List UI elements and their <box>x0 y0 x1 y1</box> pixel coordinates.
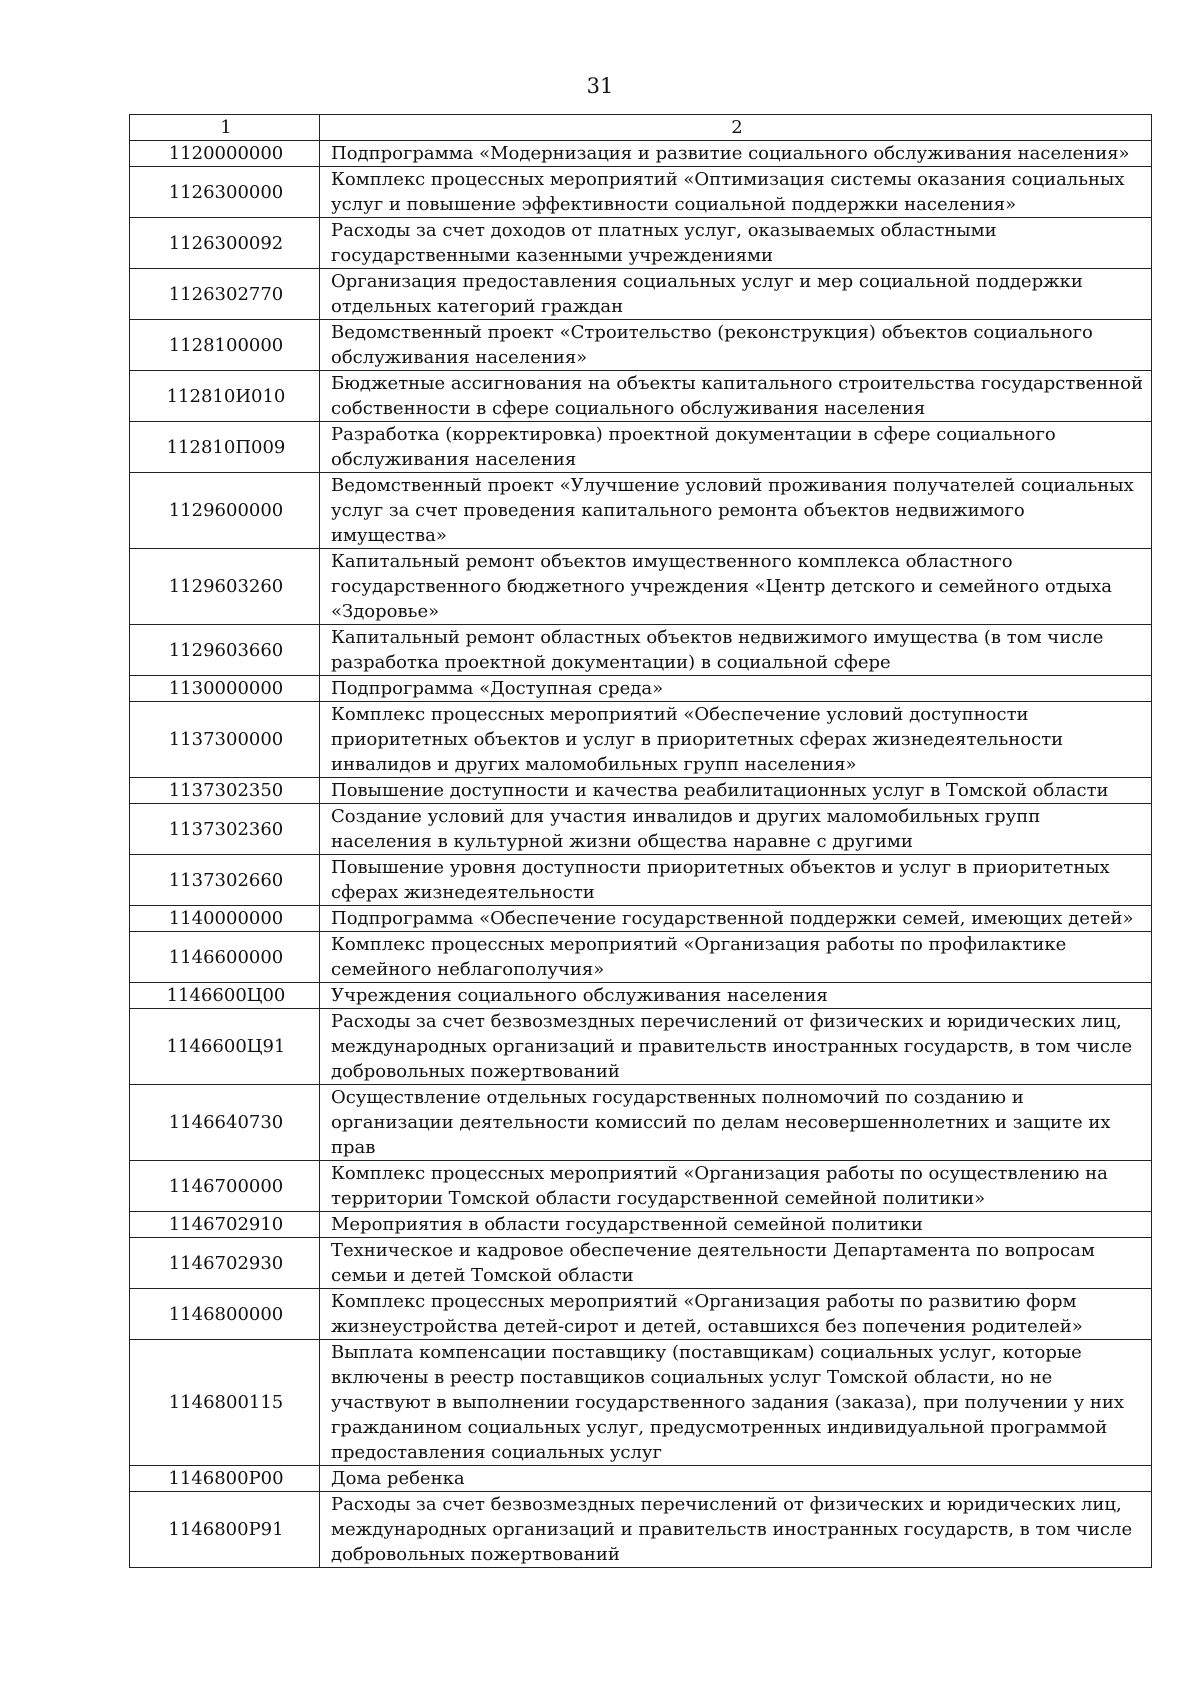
table-row <box>130 625 1152 676</box>
row-description: Комплекс процессных мероприятий «Организация работы по осуществлению на территории Томской области государственной семейной политики» <box>320 1161 1152 1212</box>
row-description: Разработка (корректировка) проектной документации в сфере социального обслуживания населения <box>320 422 1152 473</box>
row-code: 1126300000 <box>130 167 320 218</box>
row-code: 1146700000 <box>130 1161 320 1212</box>
row-description: Дома ребенка <box>320 1466 1152 1492</box>
row-code: 1146800000 <box>130 1289 320 1340</box>
table-row <box>130 1085 1152 1161</box>
row-description: Техническое и кадровое обеспечение деятельности Департамента по вопросам семьи и детей Томской области <box>320 1238 1152 1289</box>
table-row <box>130 371 1152 422</box>
row-description: Капитальный ремонт объектов имущественного комплекса областного государственного бюджетного учреждения «Центр детского и семейного отдыха «Здоровье» <box>320 549 1152 625</box>
table-row <box>130 906 1152 932</box>
row-description: Повышение уровня доступности приоритетных объектов и услуг в приоритетных сферах жизнедеятельности <box>320 855 1152 906</box>
table-row <box>130 1466 1152 1492</box>
row-code: 1146800115 <box>130 1340 320 1466</box>
table-row <box>130 167 1152 218</box>
row-description: Комплекс процессных мероприятий «Оптимизация системы оказания социальных услуг и повышение эффективности социальной поддержки населения» <box>320 167 1152 218</box>
row-code: 1137302350 <box>130 778 320 804</box>
table-row <box>130 676 1152 702</box>
row-description: Расходы за счет безвозмездных перечислений от физических и юридических лиц, международных организаций и правительств иностранных государств, в том числе добровольных пожертвований <box>320 1492 1152 1568</box>
row-description: Комплекс процессных мероприятий «Организация работы по профилактике семейного неблагополучия» <box>320 932 1152 983</box>
table-row <box>130 1212 1152 1238</box>
table-body <box>130 141 1152 1568</box>
row-description: Подпрограмма «Модернизация и развитие социального обслуживания населения» <box>320 141 1152 167</box>
row-code: 1130000000 <box>130 676 320 702</box>
row-code: 1146702930 <box>130 1238 320 1289</box>
row-description: Осуществление отдельных государственных полномочий по созданию и организации деятельности комиссий по делам несовершеннолетних и защите их прав <box>320 1085 1152 1161</box>
row-code: 1137302660 <box>130 855 320 906</box>
row-description: Расходы за счет безвозмездных перечислений от физических и юридических лиц, международных организаций и правительств иностранных государств, в том числе добровольных пожертвований <box>320 1009 1152 1085</box>
row-code: 1129603260 <box>130 549 320 625</box>
table-row <box>130 1009 1152 1085</box>
row-code: 1137300000 <box>130 702 320 778</box>
table-row <box>130 422 1152 473</box>
row-description: Подпрограмма «Доступная среда» <box>320 676 1152 702</box>
table-row <box>130 141 1152 167</box>
row-code: 1146600Ц00 <box>130 983 320 1009</box>
table-row <box>130 320 1152 371</box>
row-description: Мероприятия в области государственной семейной политики <box>320 1212 1152 1238</box>
table-header-row <box>130 115 1152 141</box>
row-code: 1146640730 <box>130 1085 320 1161</box>
row-description: Ведомственный проект «Улучшение условий проживания получателей социальных услуг за счет проведения капитального ремонта объектов недвижимого имущества» <box>320 473 1152 549</box>
row-description: Создание условий для участия инвалидов и других маломобильных групп населения в культурной жизни общества наравне с другими <box>320 804 1152 855</box>
row-code: 1126300092 <box>130 218 320 269</box>
row-description: Учреждения социального обслуживания населения <box>320 983 1152 1009</box>
table-row <box>130 804 1152 855</box>
column-header-2: 2 <box>320 115 1152 141</box>
row-code: 1120000000 <box>130 141 320 167</box>
budget-code-table <box>129 114 1152 1568</box>
row-description: Повышение доступности и качества реабилитационных услуг в Томской области <box>320 778 1152 804</box>
table-row <box>130 983 1152 1009</box>
row-description: Расходы за счет доходов от платных услуг, оказываемых областными государственными казенными учреждениями <box>320 218 1152 269</box>
column-header-1: 1 <box>130 115 320 141</box>
row-description: Организация предоставления социальных услуг и мер социальной поддержки отдельных категорий граждан <box>320 269 1152 320</box>
table-row <box>130 269 1152 320</box>
row-code: 1146600000 <box>130 932 320 983</box>
row-code: 1146800Р91 <box>130 1492 320 1568</box>
table-row <box>130 473 1152 549</box>
row-code: 1146702910 <box>130 1212 320 1238</box>
row-code: 112810И010 <box>130 371 320 422</box>
page-number: 31 <box>586 74 614 98</box>
table-row <box>130 1289 1152 1340</box>
table-row <box>130 778 1152 804</box>
row-code: 1140000000 <box>130 906 320 932</box>
row-code: 1128100000 <box>130 320 320 371</box>
row-code: 1146800Р00 <box>130 1466 320 1492</box>
row-code: 1126302770 <box>130 269 320 320</box>
row-code: 1137302360 <box>130 804 320 855</box>
row-description: Выплата компенсации поставщику (поставщикам) социальных услуг, которые включены в реестр поставщиков социальных услуг Томской области, но не участвуют в выполнении государственного задания (заказа), при получении у них гражданином социальных услуг, предусмотренных индивидуальной программой предоставления социальных услуг <box>320 1340 1152 1466</box>
table-row <box>130 1340 1152 1466</box>
row-description: Комплекс процессных мероприятий «Организация работы по развитию форм жизнеустройства детей-сирот и детей, оставшихся без попечения родителей» <box>320 1289 1152 1340</box>
table-row <box>130 549 1152 625</box>
table-row <box>130 855 1152 906</box>
table-row <box>130 1492 1152 1568</box>
row-description: Комплекс процессных мероприятий «Обеспечение условий доступности приоритетных объектов и услуг в приоритетных сферах жизнедеятельности инвалидов и других маломобильных групп населения» <box>320 702 1152 778</box>
row-code: 1146600Ц91 <box>130 1009 320 1085</box>
row-description: Капитальный ремонт областных объектов недвижимого имущества (в том числе разработка проектной документации) в социальной сфере <box>320 625 1152 676</box>
row-description: Ведомственный проект «Строительство (реконструкция) объектов социального обслуживания населения» <box>320 320 1152 371</box>
row-code: 112810П009 <box>130 422 320 473</box>
row-code: 1129600000 <box>130 473 320 549</box>
table-row <box>130 702 1152 778</box>
row-description: Подпрограмма «Обеспечение государственной поддержки семей, имеющих детей» <box>320 906 1152 932</box>
table-row <box>130 1161 1152 1212</box>
row-description: Бюджетные ассигнования на объекты капитального строительства государственной собственности в сфере социального обслуживания населения <box>320 371 1152 422</box>
table-row <box>130 932 1152 983</box>
table-row <box>130 1238 1152 1289</box>
row-code: 1129603660 <box>130 625 320 676</box>
table-row <box>130 218 1152 269</box>
